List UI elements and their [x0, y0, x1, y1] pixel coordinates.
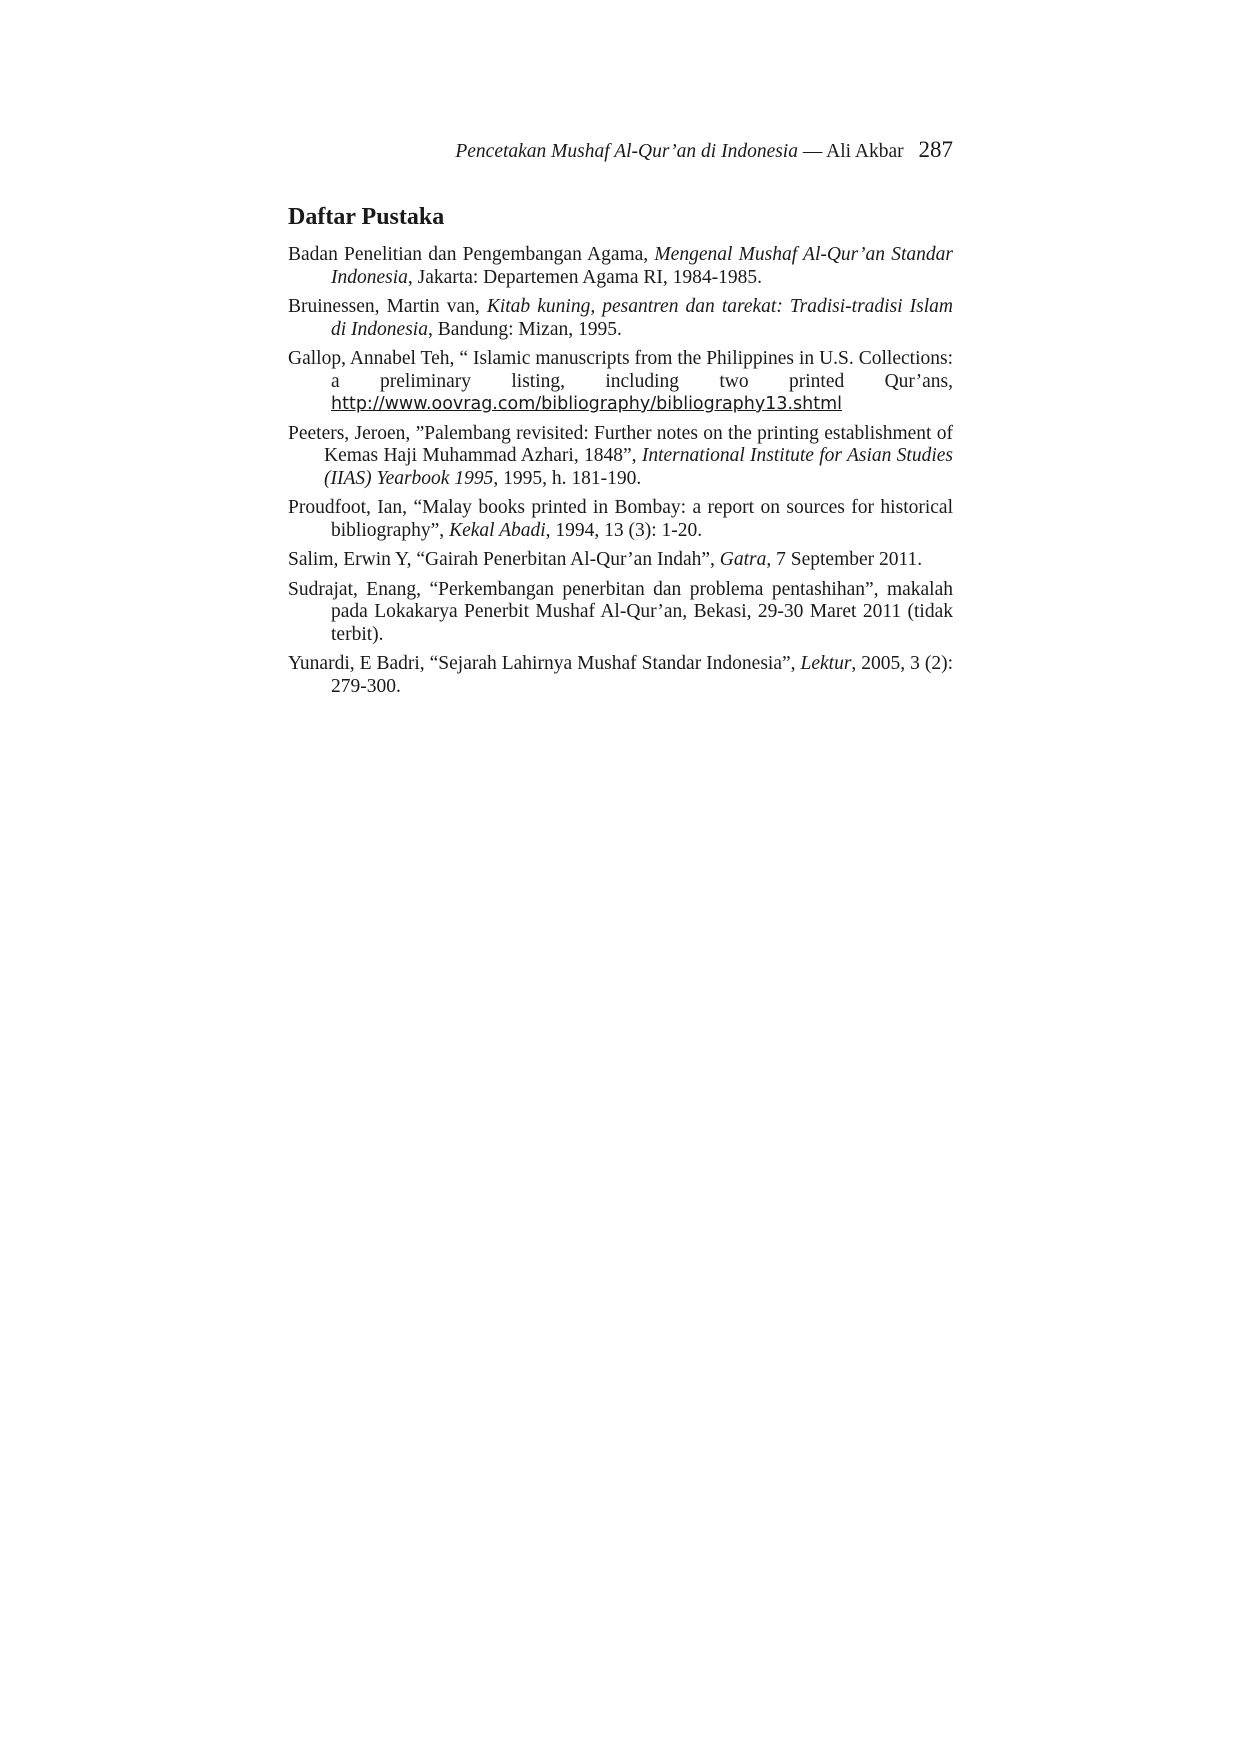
reference-title: Gatra: [719, 549, 767, 570]
header-separator: —: [802, 141, 823, 162]
reference-item: [288, 579, 953, 647]
reference-title: Mengenal Mushaf Al-Qur’an Standar Indonesia: [331, 244, 953, 288]
bibliography-section: [288, 202, 953, 705]
reference-text: Badan Penelitian dan Pengembangan Agama,: [288, 244, 655, 265]
section-title: Daftar Pustaka: [288, 204, 445, 230]
reference-publication: , 1994, 13 (3): 1-20.: [545, 519, 703, 541]
reference-item: [288, 348, 953, 416]
reference-publication: , 7 September 2011.: [766, 549, 923, 570]
reference-text: Sudrajat, Enang, “Perkembangan penerbitan dan problema pentashihan”, makalah pada Lokakarya Penerbit Mushaf Al-Qur’an, Bekasi, 29-30 Maret 2011 (tidak terbit).: [288, 578, 953, 645]
page-number: 287: [918, 137, 953, 162]
reference-publication: , Bandung: Mizan, 1995.: [427, 318, 622, 340]
reference-url-link[interactable]: http://www.oovrag.com/bibliography/bibliography13.shtml: [331, 394, 843, 414]
reference-title: Lektur: [800, 653, 852, 674]
reference-list: [288, 244, 953, 698]
reference-title: Kekal Abadi: [449, 519, 546, 541]
reference-title: Kitab kuning, pesantren dan tarekat: Tradisi-tradisi Islam di Indonesia: [331, 296, 954, 340]
journal-title: Pencetakan Mushaf Al-Qur’an di Indonesia: [455, 141, 798, 162]
reference-publication: , Jakarta: Departemen Agama RI, 1984-1985.: [407, 266, 763, 288]
running-header: [430, 138, 953, 164]
reference-item: [288, 549, 953, 572]
reference-text: Salim, Erwin Y, “Gairah Penerbitan Al-Qur’an Indah”,: [288, 549, 720, 570]
author-name: Ali Akbar: [826, 141, 904, 162]
reference-text: Peeters, Jeroen, ”Palembang revisited: Further notes on the printing establishment of Kemas Haji Muhammad Azhari, 1848”,: [288, 422, 953, 466]
reference-publication: , 2005, 3 (2): 279-300.: [331, 653, 953, 697]
reference-text: Proudfoot, Ian, “Malay books printed in Bombay: a report on sources for historical bibliography”,: [288, 497, 953, 541]
reference-text: Gallop, Annabel Teh, “ Islamic manuscripts from the Philippines in U.S. Collections: a preliminary listing, including two printed Qur’ans,: [288, 348, 953, 392]
reference-text: Yunardi, E Badri, “Sejarah Lahirnya Mushaf Standar Indonesia”,: [288, 653, 801, 674]
reference-publication: , 1995, h. 181-190.: [493, 467, 642, 489]
reference-item: [288, 423, 953, 491]
reference-item: [288, 497, 953, 542]
reference-title: International Institute for Asian Studies (IIAS) Yearbook 1995: [324, 445, 954, 489]
reference-text: Bruinessen, Martin van,: [288, 296, 487, 317]
reference-item: [288, 244, 953, 289]
reference-item: [288, 296, 953, 341]
reference-item: [288, 653, 953, 698]
